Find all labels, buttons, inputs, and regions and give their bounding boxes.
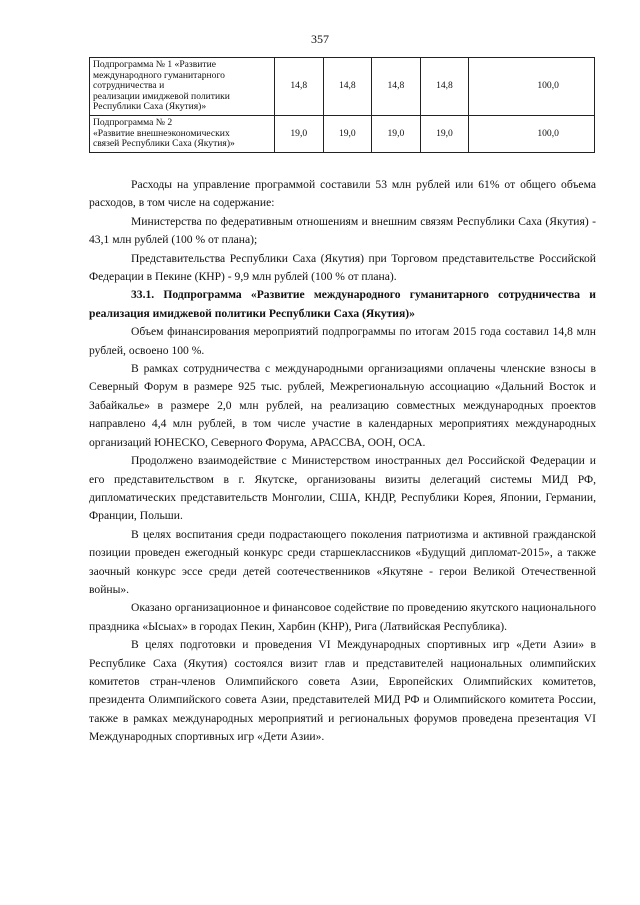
table-row [90,115,595,152]
paragraph-representation: Представительства Республики Саха (Якутия) при Торговом представительстве Российской Федерации в Пекине (КНР) - 9,9 млн рублей (100 % от плана). [89,251,596,284]
subprogram-name-line: связей Республики Саха (Якутия)» [93,138,235,150]
table-cell-value: 14,8 [323,58,372,116]
section-heading-33-1: 33.1. Подпрограмма «Развитие международного гуманитарного сотрудничества и реализация имиджевой политики Республики Саха (Якутия)» [89,288,596,320]
subprogram-name-line: международного гуманитарного [93,69,225,81]
table-cell-value: 14,8 [420,58,469,116]
paragraph-international-organizations: В рамках сотрудничества с международными организациями оплачены членские взносы в Северный Форум в размере 925 тыс. рублей, Межрегиональную ассоциацию «Дальний Восток и Забайкалье» в размере 2,0 млн рублей, на реализацию совместных международных проектов направлено 4,4 млн рублей, в том числе участие в календарных мероприятиях международных организаций ЮНЕСКО, Северного Форума, АРАССВА, ООН, ОСА. [89,362,596,449]
table-row [90,58,595,116]
paragraph-expenses: Расходы на управление программой составили 53 млн рублей или 61% от общего объема расходов, в том числе на содержание: [89,178,596,210]
paragraph-children-of-asia: В целях подготовки и проведения VI Международных спортивных игр «Дети Азии» в Республике Саха (Якутия) состоялся визит глав и представителей национальных олимпийских комитетов стран-членов Олимпийского совета Азии, Европейских Олимпийских комитетов, президента Олимпийского совета Азии, представителей МИД РФ и Олимпийского комитета России, также в рамках международных мероприятий и региональных форумов проведена презентация VI Международных спортивных игр «Дети Азии». [89,638,596,744]
paragraph-ministry: Министерства по федеративным отношениям и внешним связям Республики Саха (Якутия) - 43,1 млн рублей (100 % от плана); [89,214,596,247]
subprogram-name-line: «Развитие внешнеэкономических [93,127,230,139]
table-cell-value: 19,0 [275,115,324,152]
table-cell-percent: 100,0 [469,58,595,116]
table-cell-value: 14,8 [372,58,421,116]
table-cell-subprogram-name [90,115,275,152]
subprogram-name-line: Подпрограмма № 2 [93,116,173,128]
subprogram-name-line: Республики Саха (Якутия)» [93,101,207,113]
table-cell-subprogram-name [90,58,275,116]
subprogram-name-line: реализации имиджевой политики [93,90,230,102]
budget-table [89,57,595,153]
subprogram-name-line: Подпрограмма № 1 «Развитие [93,59,216,70]
paragraph-ysyakh: Оказано организационное и финансовое содействие по проведению якутского национального праздника «Ысыах» в городах Пекин, Харбин (КНР), Рига (Латвийская Республика). [89,601,596,633]
table-cell-value: 19,0 [420,115,469,152]
table-cell-value: 19,0 [372,115,421,152]
subprogram-name-line: сотрудничества и [93,80,165,92]
page-number: 357 [311,32,329,46]
document-body [89,176,596,747]
table-cell-value: 14,8 [275,58,324,116]
table-cell-value: 19,0 [323,115,372,152]
table-cell-percent: 100,0 [469,115,595,152]
paragraph-patriotism: В целях воспитания среди подрастающего поколения патриотизма и активной гражданской позиции проведен ежегодный конкурс среди старшеклассников «Будущий дипломат-2015», а также заочный конкурс эссе среди детей соотечественников «Якутяне - герои Великой Отечественной войны». [89,527,596,596]
paragraph-foreign-ministry: Продолжено взаимодействие с Министерством иностранных дел Российской Федерации и его представительством в г. Якутске, организованы визиты делегаций системы МИД РФ, дипломатических представительств Монголии, США, КНДР, Республики Корея, Японии, Германии, Франции, Польши. [89,454,596,523]
paragraph-financing: Объем финансирования мероприятий подпрограммы по итогам 2015 года составил 14,8 млн рублей, освоено 100 %. [89,325,596,357]
